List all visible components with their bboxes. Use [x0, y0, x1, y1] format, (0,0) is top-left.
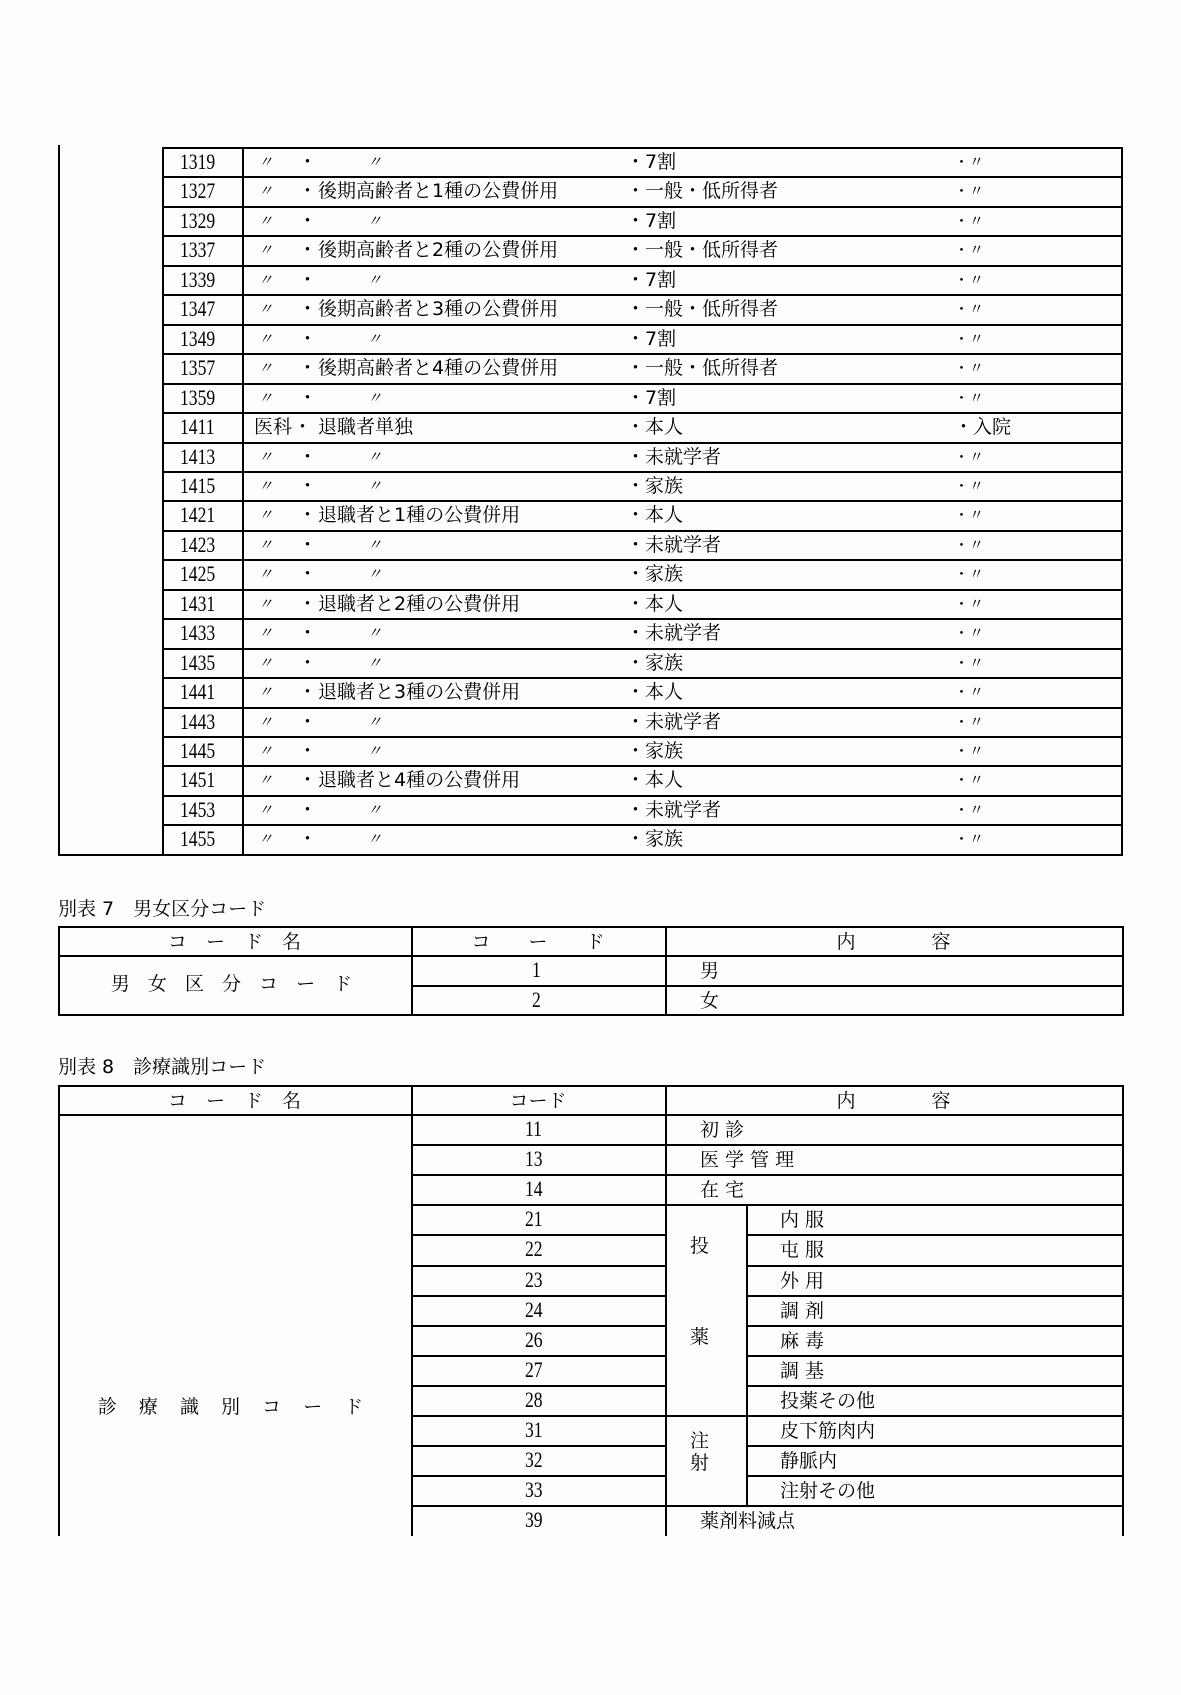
type-cell: 〃: [367, 212, 383, 230]
insured-cell: ・一般・低所得者: [626, 357, 779, 379]
code-cell: 28: [525, 1387, 543, 1412]
content-cell: 屯 服: [780, 1239, 825, 1261]
type-cell: 〃: [367, 536, 383, 554]
setting-cell: ・〃: [954, 477, 985, 495]
insured-cell: ・本人: [626, 593, 684, 615]
code-cell: 1425: [180, 561, 216, 586]
category-cell: 〃: [258, 771, 274, 789]
code-cell: 1445: [180, 738, 216, 763]
table-rule: [58, 1085, 60, 1536]
table-rule: [411, 1204, 1124, 1206]
table-rule: [411, 1174, 1124, 1176]
code-cell: 1319: [180, 149, 216, 174]
content-cell: 医 学 管 理: [700, 1149, 795, 1171]
category-cell: 医科: [254, 416, 293, 438]
insured-cell: ・本人: [626, 416, 684, 438]
table-rule: [746, 1475, 1124, 1477]
table-rule: [411, 1505, 1124, 1507]
type-cell: 〃: [367, 742, 383, 760]
separator: ・: [298, 504, 318, 526]
content-cell: 調 剤: [780, 1300, 825, 1322]
code-cell: 1: [532, 957, 541, 982]
separator: ・: [298, 239, 318, 261]
header-code: コ ー ド: [471, 931, 605, 953]
type-cell: 退職者単独: [318, 416, 414, 438]
table-rule: [746, 1265, 1124, 1267]
table7-caption: 別表 7 男女区分コード: [58, 898, 267, 920]
table-rule: [746, 1385, 1124, 1387]
type-cell: 〃: [367, 271, 383, 289]
type-cell: 〃: [367, 330, 383, 348]
type-cell: 〃: [367, 448, 383, 466]
table-rule: [162, 707, 1123, 709]
separator: ・: [298, 180, 318, 202]
category-cell: 〃: [258, 742, 274, 760]
table-rule: [411, 1415, 1124, 1417]
table-rule: [1122, 1085, 1124, 1536]
setting-cell: ・〃: [954, 536, 985, 554]
type-cell: 退職者と2種の公費併用: [318, 593, 521, 615]
table-rule: [162, 500, 1123, 502]
insured-cell: ・家族: [626, 652, 684, 674]
content-cell: 内 服: [780, 1209, 825, 1231]
insured-cell: ・未就学者: [626, 711, 722, 733]
category-cell: 〃: [258, 565, 274, 583]
content-cell: 注射その他: [780, 1480, 876, 1502]
header-code-name: コ ー ド 名: [167, 931, 301, 953]
table-rule: [162, 736, 1123, 738]
content-cell: 在 宅: [700, 1179, 745, 1201]
type-cell: 〃: [367, 830, 383, 848]
table-rule: [162, 795, 1123, 797]
code-cell: 1337: [180, 237, 216, 262]
category-cell: 〃: [258, 683, 274, 701]
insured-cell: ・一般・低所得者: [626, 180, 779, 202]
setting-cell: ・〃: [954, 182, 985, 200]
table-rule: [1122, 926, 1124, 1016]
insured-cell: ・未就学者: [626, 446, 722, 468]
setting-cell: ・〃: [954, 565, 985, 583]
table-rule: [746, 1355, 1124, 1357]
type-cell: 〃: [367, 477, 383, 495]
setting-cell: ・〃: [954, 801, 985, 819]
category-cell: 〃: [258, 506, 274, 524]
code-cell: 11: [525, 1116, 542, 1141]
category-cell: 〃: [258, 359, 274, 377]
insured-cell: ・家族: [626, 475, 684, 497]
code-cell: 1339: [180, 267, 216, 292]
separator: ・: [298, 151, 318, 173]
separator: ・: [298, 357, 318, 379]
type-cell: 〃: [367, 153, 383, 171]
category-cell: 〃: [258, 477, 274, 495]
setting-cell: ・〃: [954, 241, 985, 259]
code-cell: 31: [525, 1417, 543, 1442]
content-cell: 調 基: [780, 1360, 825, 1382]
code-cell: 1415: [180, 473, 216, 498]
code-cell: 1455: [180, 826, 216, 851]
code-cell: 22: [525, 1236, 543, 1261]
category-cell: 〃: [258, 300, 274, 318]
code-cell: 1451: [180, 767, 216, 792]
table-rule: [162, 559, 1123, 561]
code-cell: 1433: [180, 620, 216, 645]
type-cell: 後期高齢者と1種の公費併用: [318, 180, 559, 202]
setting-cell: ・〃: [954, 300, 985, 318]
setting-cell: ・〃: [954, 389, 985, 407]
separator: ・: [298, 269, 318, 291]
code-cell: 1327: [180, 178, 216, 203]
category-cell: 〃: [258, 595, 274, 613]
table-rule: [162, 147, 1123, 149]
header-code: コード: [509, 1090, 567, 1112]
table-rule: [162, 176, 1123, 178]
code-cell: 1453: [180, 797, 216, 822]
insured-cell: ・家族: [626, 563, 684, 585]
category-cell: 〃: [258, 153, 274, 171]
type-cell: 退職者と1種の公費併用: [318, 504, 521, 526]
group-label-chusha-top: 注: [690, 1430, 710, 1452]
setting-cell: ・〃: [954, 595, 985, 613]
code-cell: 32: [525, 1447, 543, 1472]
table-rule: [162, 589, 1123, 591]
code-cell: 1423: [180, 532, 216, 557]
category-cell: 〃: [258, 241, 274, 259]
category-cell: 〃: [258, 536, 274, 554]
category-cell: 〃: [258, 448, 274, 466]
insured-cell: ・家族: [626, 740, 684, 762]
table-rule: [411, 1085, 413, 1536]
insured-cell: ・7割: [626, 269, 677, 291]
insured-cell: ・本人: [626, 504, 684, 526]
setting-cell: ・〃: [954, 654, 985, 672]
insured-cell: ・未就学者: [626, 799, 722, 821]
content-cell: 薬剤料減点: [700, 1510, 796, 1532]
content-cell: 投薬その他: [780, 1390, 876, 1412]
code-cell: 1411: [180, 414, 215, 439]
setting-cell: ・〃: [954, 830, 985, 848]
table-rule: [162, 412, 1123, 414]
category-cell: 〃: [258, 713, 274, 731]
category-cell: 〃: [258, 330, 274, 348]
type-cell: 〃: [367, 801, 383, 819]
setting-cell: ・〃: [954, 330, 985, 348]
code-cell: 1435: [180, 650, 216, 675]
content-cell: 静脈内: [780, 1450, 838, 1472]
table-rule: [58, 1014, 1124, 1016]
table-rule: [162, 765, 1123, 767]
setting-cell: ・〃: [954, 271, 985, 289]
code-cell: 1349: [180, 326, 216, 351]
table-rule: [58, 1114, 1124, 1116]
type-cell: 後期高齢者と2種の公費併用: [318, 239, 559, 261]
setting-cell: ・〃: [954, 359, 985, 377]
table-rule: [58, 1085, 1124, 1087]
code-cell: 1421: [180, 502, 216, 527]
table-rule: [162, 677, 1123, 679]
setting-cell: ・〃: [954, 713, 985, 731]
separator: ・: [298, 740, 318, 762]
setting-cell: ・〃: [954, 506, 985, 524]
content-cell: 男: [700, 960, 720, 982]
separator: ・: [298, 563, 318, 585]
insured-cell: ・未就学者: [626, 534, 722, 556]
table-rule: [665, 1085, 667, 1536]
setting-cell: ・〃: [954, 448, 985, 466]
table-rule: [162, 206, 1123, 208]
table-rule: [162, 442, 1123, 444]
type-cell: 〃: [367, 713, 383, 731]
code-cell: 21: [525, 1206, 543, 1231]
table-rule: [58, 145, 60, 856]
table-rule: [162, 648, 1123, 650]
header-code-name: コ ー ド 名: [167, 1090, 301, 1112]
table-rule: [746, 1234, 1124, 1236]
table-rule: [746, 1445, 1124, 1447]
group-label-toyaku-top: 投: [690, 1235, 710, 1257]
category-cell: 〃: [258, 182, 274, 200]
separator: ・: [298, 534, 318, 556]
table-rule: [746, 1295, 1124, 1297]
code-cell: 2: [532, 987, 541, 1012]
table-rule: [162, 265, 1123, 267]
separator: ・: [298, 622, 318, 644]
type-cell: 後期高齢者と4種の公費併用: [318, 357, 559, 379]
separator: ・: [298, 210, 318, 232]
insured-cell: ・7割: [626, 328, 677, 350]
separator: ・: [298, 593, 318, 615]
code-cell: 1329: [180, 208, 216, 233]
setting-cell: ・〃: [954, 771, 985, 789]
table-rule: [162, 353, 1123, 355]
setting-cell: ・〃: [954, 742, 985, 760]
table-rule: [162, 471, 1123, 473]
table-rule: [58, 955, 1124, 957]
type-cell: 〃: [367, 565, 383, 583]
insured-cell: ・未就学者: [626, 622, 722, 644]
group-label-toyaku-bottom: 薬: [690, 1326, 710, 1348]
code-cell: 1357: [180, 355, 216, 380]
separator: ・: [298, 446, 318, 468]
table-rule: [162, 294, 1123, 296]
separator: ・: [298, 799, 318, 821]
separator: ・: [298, 298, 318, 320]
table-rule: [746, 1325, 1124, 1327]
table-rule: [58, 854, 1123, 856]
table-rule: [162, 530, 1123, 532]
category-cell: 〃: [258, 624, 274, 642]
table-rule: [411, 1144, 1124, 1146]
table-rule: [162, 383, 1123, 385]
separator: ・: [298, 828, 318, 850]
code-cell: 1347: [180, 296, 216, 321]
code-cell: 1443: [180, 709, 216, 734]
content-cell: 初 診: [700, 1119, 745, 1141]
header-content: 内 容: [836, 1090, 951, 1112]
type-cell: 後期高齢者と3種の公費併用: [318, 298, 559, 320]
code-cell: 1441: [180, 679, 216, 704]
insured-cell: ・本人: [626, 681, 684, 703]
code-cell: 33: [525, 1477, 543, 1502]
code-cell: 23: [525, 1267, 543, 1292]
insured-cell: ・一般・低所得者: [626, 298, 779, 320]
setting-cell: ・〃: [954, 624, 985, 642]
separator: ・: [298, 681, 318, 703]
separator: ・: [298, 387, 318, 409]
group-label-chusha-bottom: 射: [690, 1452, 710, 1474]
code-cell: 13: [525, 1146, 543, 1171]
separator: ・: [298, 475, 318, 497]
category-cell: 〃: [258, 801, 274, 819]
category-cell: 〃: [258, 830, 274, 848]
header-content: 内 容: [836, 931, 951, 953]
content-cell: 外 用: [780, 1270, 825, 1292]
separator: ・: [293, 416, 313, 438]
setting-cell: ・〃: [954, 212, 985, 230]
type-cell: 〃: [367, 654, 383, 672]
code-cell: 1431: [180, 591, 216, 616]
insured-cell: ・7割: [626, 210, 677, 232]
content-cell: 皮下筋肉内: [780, 1420, 876, 1442]
insured-cell: ・本人: [626, 769, 684, 791]
type-cell: 〃: [367, 389, 383, 407]
table8-caption: 別表 8 診療識別コード: [58, 1056, 267, 1078]
content-cell: 女: [700, 990, 720, 1012]
code-cell: 26: [525, 1327, 543, 1352]
insured-cell: ・7割: [626, 387, 677, 409]
code-cell: 24: [525, 1297, 543, 1322]
table-rule: [162, 824, 1123, 826]
content-cell: 麻 毒: [780, 1330, 825, 1352]
type-cell: 〃: [367, 624, 383, 642]
table-rule: [162, 235, 1123, 237]
type-cell: 退職者と4種の公費併用: [318, 769, 521, 791]
category-cell: 〃: [258, 271, 274, 289]
code-cell: 27: [525, 1357, 543, 1382]
category-cell: 〃: [258, 654, 274, 672]
separator: ・: [298, 711, 318, 733]
code-cell: 1413: [180, 444, 216, 469]
insured-cell: ・7割: [626, 151, 677, 173]
type-cell: 退職者と3種の公費併用: [318, 681, 521, 703]
code-name-cell: 男 女 区 分 コ ー ド: [110, 973, 359, 995]
table-rule: [162, 324, 1123, 326]
code-cell: 39: [525, 1507, 543, 1532]
insured-cell: ・家族: [626, 828, 684, 850]
code-cell: 1359: [180, 385, 216, 410]
setting-cell: ・〃: [954, 153, 985, 171]
setting-cell: ・入院: [954, 416, 1012, 438]
code-name-cell: 診 療 識 別 コ ー ド: [97, 1396, 372, 1418]
table-rule: [162, 618, 1123, 620]
separator: ・: [298, 328, 318, 350]
code-cell: 14: [525, 1176, 543, 1201]
category-cell: 〃: [258, 389, 274, 407]
insured-cell: ・一般・低所得者: [626, 239, 779, 261]
separator: ・: [298, 652, 318, 674]
table-rule: [411, 985, 1124, 987]
category-cell: 〃: [258, 212, 274, 230]
setting-cell: ・〃: [954, 683, 985, 701]
separator: ・: [298, 769, 318, 791]
table-rule: [58, 926, 1124, 928]
